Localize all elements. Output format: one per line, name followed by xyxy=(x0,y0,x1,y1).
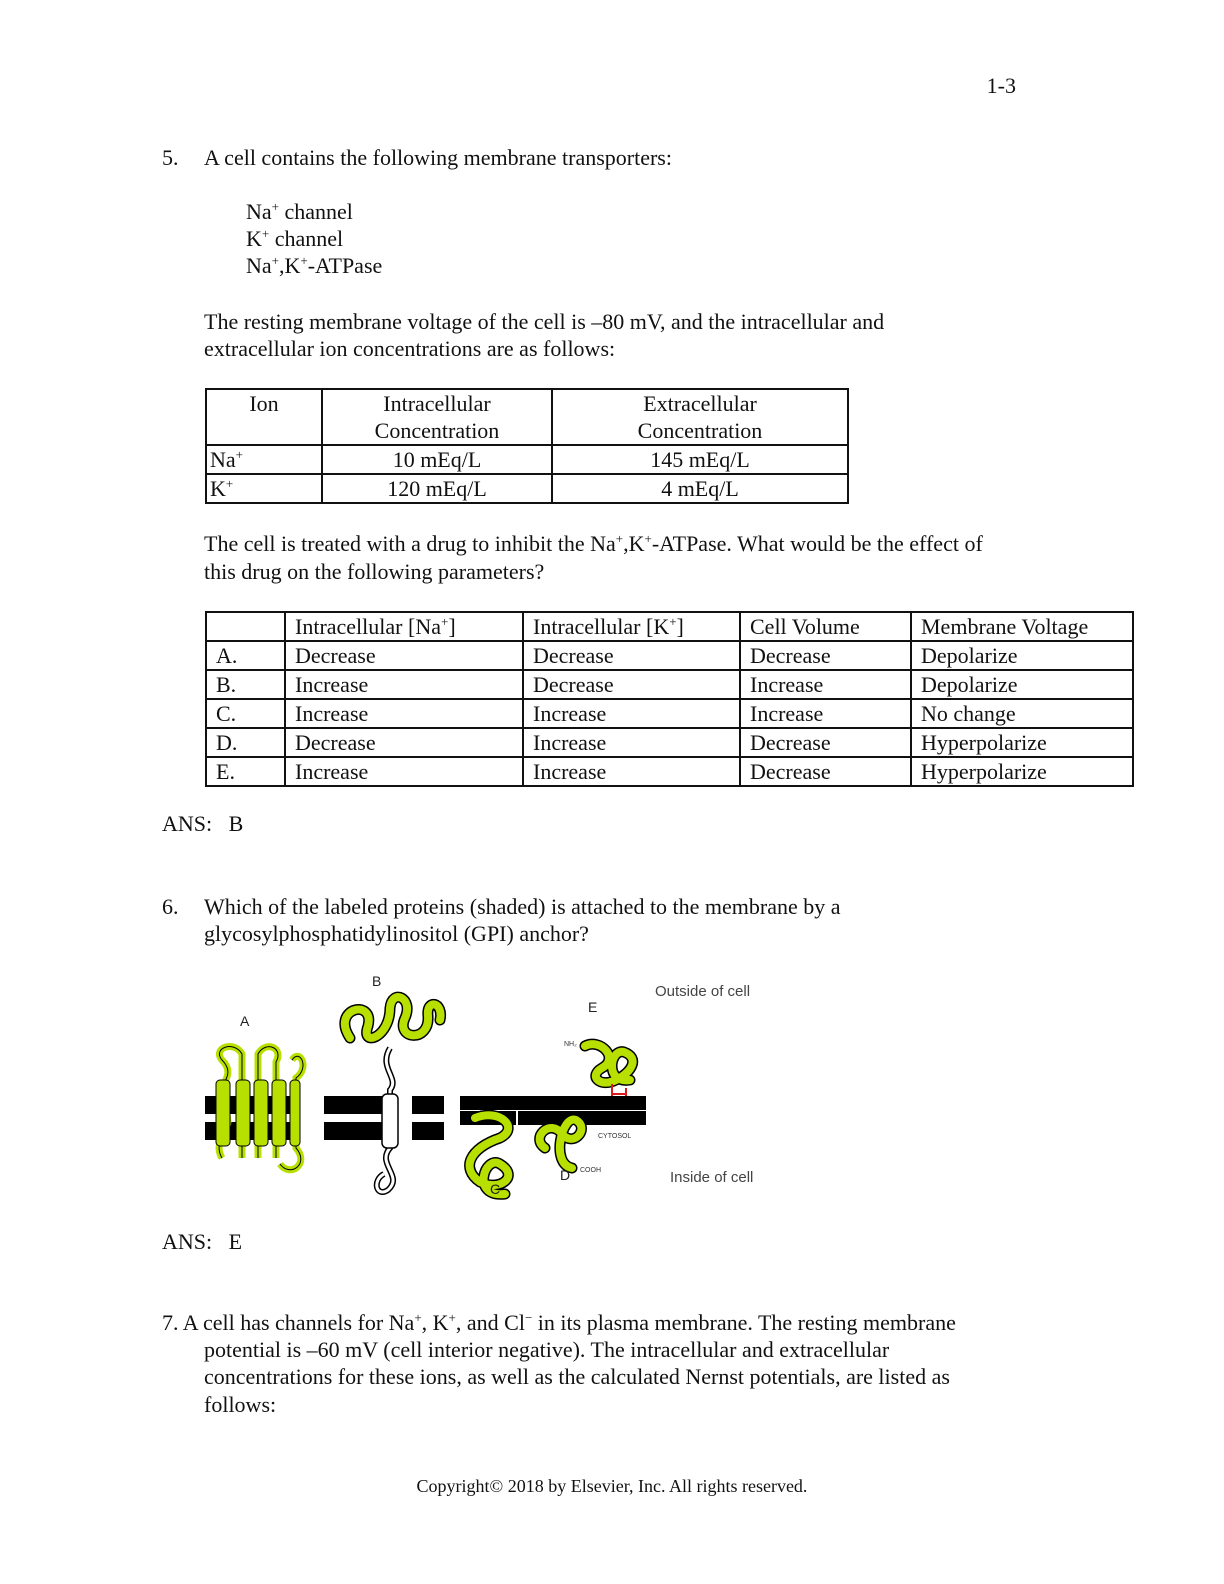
q6-number: 6. xyxy=(162,894,179,919)
header-membrane-voltage: Membrane Voltage xyxy=(911,612,1133,641)
effect-cell: Decrease xyxy=(740,641,911,670)
q7-line2: potential is –60 mV (cell interior negative). The intracellular and extracellular xyxy=(204,1337,890,1362)
intracellular-cell: 120 mEq/L xyxy=(322,474,552,503)
table-row xyxy=(206,728,1133,757)
header-ion: Ion xyxy=(206,389,322,445)
effect-cell: No change xyxy=(911,699,1133,728)
table-row xyxy=(206,757,1133,786)
q5-answer: ANS: B xyxy=(162,811,244,836)
page-number: 1-3 xyxy=(986,73,1016,98)
effect-cell: Depolarize xyxy=(911,670,1133,699)
ion-concentration-table xyxy=(205,388,849,504)
transporter-na-channel: Na+ channel xyxy=(246,199,353,224)
inside-of-cell-label: Inside of cell xyxy=(670,1169,754,1186)
option-letter: D. xyxy=(206,728,285,757)
q5-para2-line1: The cell is treated with a drug to inhibit the Na+,K+-ATPase. What would be the effect of xyxy=(204,531,983,556)
label-b: B xyxy=(372,973,382,989)
option-letter: E. xyxy=(206,757,285,786)
header-extracellular: Extracellular Concentration xyxy=(552,389,848,445)
label-a: A xyxy=(240,1013,250,1029)
protein-c xyxy=(470,1115,509,1194)
table-row xyxy=(206,699,1133,728)
header-blank xyxy=(206,612,285,641)
header-intracellular: Intracellular Concentration xyxy=(322,389,552,445)
table-row xyxy=(206,445,848,474)
nh2-label: NH₂ xyxy=(564,1041,577,1048)
q5-number: 5. xyxy=(162,145,179,170)
protein-d xyxy=(540,1120,582,1168)
option-letter: B. xyxy=(206,670,285,699)
q5-stem: A cell contains the following membrane transporters: xyxy=(204,145,672,170)
effect-cell: Hyperpolarize xyxy=(911,757,1133,786)
q6-answer: ANS: E xyxy=(162,1229,243,1254)
protein-b xyxy=(345,997,441,1192)
effect-cell: Decrease xyxy=(523,670,740,699)
drug-effect-table xyxy=(205,611,1134,787)
q6-line1: Which of the labeled proteins (shaded) is attached to the membrane by a xyxy=(204,894,841,919)
effect-cell: Decrease xyxy=(740,728,911,757)
option-letter: C. xyxy=(206,699,285,728)
effect-cell: Decrease xyxy=(285,728,523,757)
effect-cell: Decrease xyxy=(285,641,523,670)
effect-cell: Increase xyxy=(740,670,911,699)
copyright-footer: Copyright© 2018 by Elsevier, Inc. All rights reserved. xyxy=(416,1476,808,1496)
ion-cell: K+ xyxy=(206,474,322,503)
effect-cell: Increase xyxy=(523,699,740,728)
effect-cell: Increase xyxy=(285,670,523,699)
extracellular-cell: 4 mEq/L xyxy=(552,474,848,503)
table-row xyxy=(206,474,848,503)
label-d: D xyxy=(560,1167,571,1183)
q7-line1: 7. A cell has channels for Na+, K+, and Cl− in its plasma membrane. The resting membrane xyxy=(162,1310,956,1335)
table-row xyxy=(206,670,1133,699)
protein-e xyxy=(585,1044,633,1082)
cooh-label: COOH xyxy=(580,1167,601,1174)
effect-cell: Increase xyxy=(285,757,523,786)
table-row xyxy=(206,612,1133,641)
transporter-k-channel: K+ channel xyxy=(246,226,344,251)
table-row xyxy=(206,389,848,445)
option-letter: A. xyxy=(206,641,285,670)
label-c: C xyxy=(490,1181,501,1197)
ion-cell: Na+ xyxy=(206,445,322,474)
q7-line4: follows: xyxy=(204,1392,277,1417)
effect-cell: Decrease xyxy=(523,641,740,670)
effect-cell: Depolarize xyxy=(911,641,1133,670)
q5-para1-line1: The resting membrane voltage of the cell is –80 mV, and the intracellular and xyxy=(204,309,885,334)
q7-line3: concentrations for these ions, as well as the calculated Nernst potentials, are listed as xyxy=(204,1364,950,1389)
header-intracellular-k: Intracellular [K+] xyxy=(523,612,740,641)
effect-cell: Increase xyxy=(740,699,911,728)
intracellular-cell: 10 mEq/L xyxy=(322,445,552,474)
q6-line2: glycosylphosphatidylinositol (GPI) anchor? xyxy=(204,921,589,946)
effect-cell: Increase xyxy=(523,757,740,786)
q5-para2-line2: this drug on the following parameters? xyxy=(204,559,545,584)
transporter-nak-atpase: Na+,K+-ATPase xyxy=(246,253,383,278)
effect-cell: Hyperpolarize xyxy=(911,728,1133,757)
membrane-protein-figure xyxy=(200,968,780,1200)
effect-cell: Decrease xyxy=(740,757,911,786)
outside-of-cell-label: Outside of cell xyxy=(655,983,751,1000)
header-cell-volume: Cell Volume xyxy=(740,612,911,641)
header-intracellular-na: Intracellular [Na+] xyxy=(285,612,523,641)
cytosol-label: CYTOSOL xyxy=(598,1133,632,1140)
effect-cell: Increase xyxy=(523,728,740,757)
effect-cell: Increase xyxy=(285,699,523,728)
extracellular-cell: 145 mEq/L xyxy=(552,445,848,474)
table-row xyxy=(206,641,1133,670)
q5-para1-line2: extracellular ion concentrations are as follows: xyxy=(204,336,616,361)
label-e: E xyxy=(588,999,598,1015)
